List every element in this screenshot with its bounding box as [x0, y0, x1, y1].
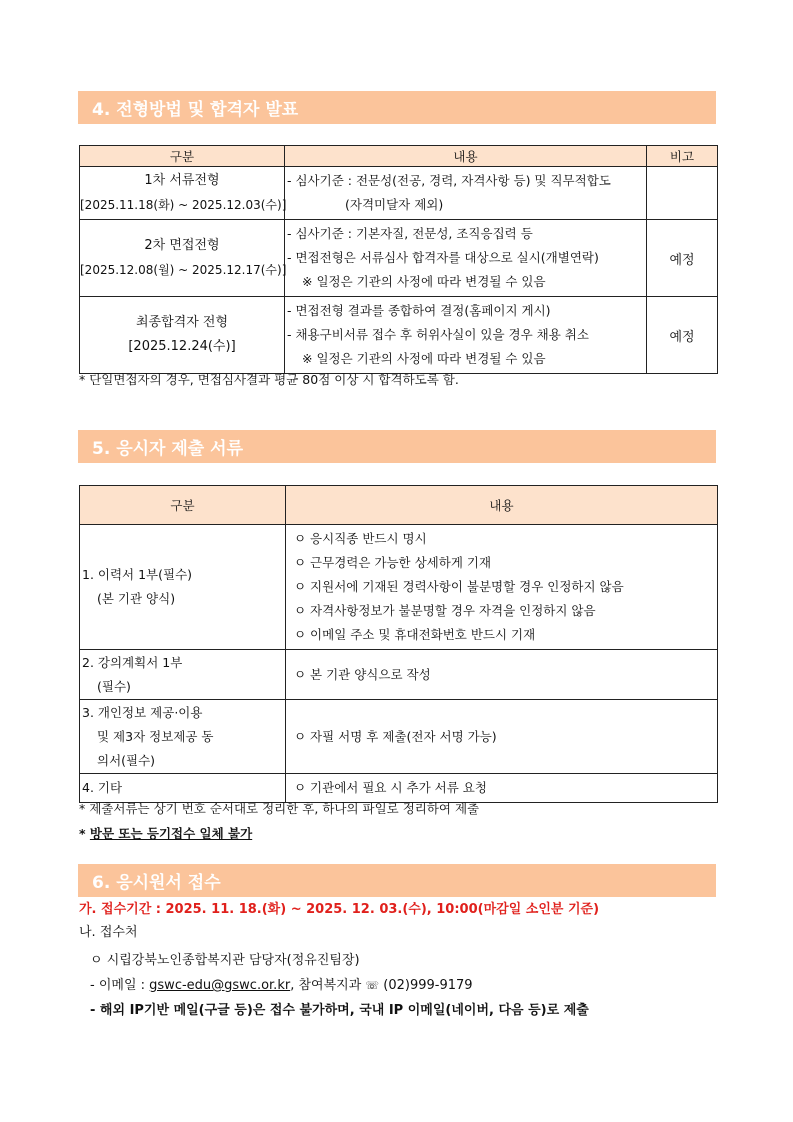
- document-item: ㅇ 본 기관 양식으로 작성: [294, 666, 431, 682]
- email-contact: [90, 974, 473, 993]
- header-category: 구분: [80, 486, 286, 525]
- header-remark: 비고: [647, 146, 718, 167]
- section4-footnote: * 단일면접자의 경우, 면접심사결과 평균 80점 이상 시 합격하도록 함.: [79, 372, 459, 387]
- document-item: ㅇ 자필 서명 후 제출(전자 서명 가능): [294, 728, 497, 744]
- section4-title: 4. 전형방법 및 합격자 발표: [78, 91, 716, 124]
- document-name: 및 제3자 정보제공 동: [97, 728, 214, 744]
- table-row: [80, 700, 718, 774]
- document-name: 3. 개인정보 제공·이용: [82, 704, 203, 720]
- stage-detail: - 면접전형은 서류심사 합격자를 대상으로 실시(개별연락): [287, 250, 599, 265]
- phone-number: (02)999-9179: [383, 978, 473, 993]
- document-name: (필수): [97, 678, 131, 694]
- document-item: ㅇ 응시직종 반드시 명시: [294, 531, 427, 546]
- document-item: ㅇ 이메일 주소 및 휴대전화번호 반드시 기재: [294, 627, 536, 642]
- documents-table: [79, 485, 718, 803]
- application-place-label: 나. 접수처: [79, 925, 138, 940]
- document-item: ㅇ 기관에서 필요 시 추가 서류 요청: [294, 780, 487, 795]
- table-row: [80, 297, 718, 374]
- stage-detail: (자격미달자 제외): [345, 197, 444, 212]
- stage-detail: - 채용구비서류 접수 후 허위사실이 있을 경우 채용 취소: [287, 327, 589, 342]
- stage-detail: ※ 일정은 기관의 사정에 따라 변경될 수 있음: [302, 351, 546, 366]
- selection-method-table: [79, 145, 718, 374]
- warning-text: 방문 또는 등기접수 일체 불가: [89, 826, 253, 841]
- section6-title: 6. 응시원서 접수: [78, 864, 716, 897]
- table-row: [80, 167, 718, 220]
- document-name: 의서(필수): [97, 752, 156, 768]
- stage-name: 최종합격자 전형: [135, 315, 229, 330]
- table-row: [80, 220, 718, 297]
- header-category: 구분: [80, 146, 285, 167]
- section5-warning: [79, 824, 252, 842]
- document-item: ㅇ 근무경력은 가능한 상세하게 기재: [294, 555, 492, 570]
- document-name: 4. 기타: [82, 780, 123, 795]
- document-name: (본 기관 양식): [97, 591, 176, 606]
- email-link[interactable]: gswc-edu@gswc.or.kr: [149, 978, 291, 993]
- document-name: 2. 강의계획서 1부: [82, 654, 183, 670]
- table-row: [80, 525, 718, 650]
- stage-remark: [647, 167, 718, 220]
- header-content: 내용: [285, 146, 647, 167]
- agency-contact: ㅇ 시립강북노인종합복지관 담당자(정유진팀장): [90, 953, 360, 968]
- stage-period: [2025.12.08(월) ~ 2025.12.17(수)]: [80, 263, 287, 277]
- table-row: [80, 650, 718, 700]
- stage-name: 2차 면접전형: [144, 238, 220, 253]
- stage-remark: 예정: [647, 297, 718, 374]
- document-item: ㅇ 지원서에 기재된 경력사항이 불분명할 경우 인정하지 않음: [294, 579, 624, 594]
- stage-detail: - 심사기준 : 전문성(전공, 경력, 자격사항 등) 및 직무적합도: [287, 173, 611, 188]
- warning-prefix: *: [79, 826, 90, 841]
- stage-detail: - 심사기준 : 기본자질, 전문성, 조직응집력 등: [287, 226, 533, 241]
- email-suffix: , 참여복지과: [290, 978, 366, 993]
- ip-warning: - 해외 IP기반 메일(구글 등)은 접수 불가하며, 국내 IP 이메일(네이버, 다음 등)로 제출: [90, 1003, 589, 1018]
- stage-period: [2025.11.18(화) ~ 2025.12.03(수)]: [80, 198, 287, 212]
- email-prefix: - 이메일 :: [90, 978, 150, 993]
- application-period: 가. 접수기간 : 2025. 11. 18.(화) ~ 2025. 12. 03.(수), 10:00(마감일 소인분 기준): [79, 902, 600, 917]
- stage-name: 1차 서류전형: [144, 173, 220, 188]
- stage-detail: - 면접전형 결과를 종합하여 결정(홈페이지 게시): [287, 303, 551, 318]
- phone-icon: ☏: [365, 979, 380, 992]
- stage-remark: 예정: [647, 220, 718, 297]
- document-name: 1. 이력서 1부(필수): [82, 567, 193, 582]
- stage-period: [2025.12.24(수)]: [128, 339, 236, 354]
- header-content: 내용: [286, 486, 718, 525]
- section5-title: 5. 응시자 제출 서류: [78, 430, 716, 463]
- section5-note: * 제출서류는 상기 번호 순서대로 정리한 후, 하나의 파일로 정리하여 제출: [79, 801, 480, 816]
- document-item: ㅇ 자격사항정보가 불분명할 경우 자격을 인정하지 않음: [294, 603, 596, 618]
- stage-detail: ※ 일정은 기관의 사정에 따라 변경될 수 있음: [302, 274, 546, 289]
